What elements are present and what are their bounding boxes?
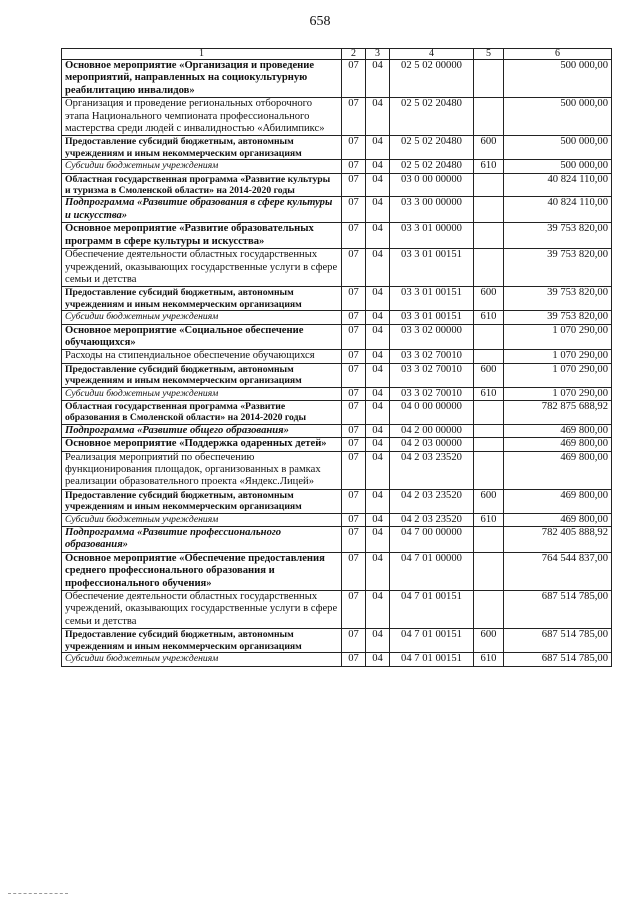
section-code: 07: [342, 173, 366, 197]
section-code: 07: [342, 424, 366, 437]
expense-type-code: 600: [474, 287, 504, 311]
subsection-code: 04: [366, 451, 390, 489]
row-name: Основное мероприятие «Обеспечение предоставления среднего профессионального образования и профессионального обучения»: [62, 552, 342, 590]
subsection-code: 04: [366, 527, 390, 553]
table-row: [62, 387, 612, 400]
subsection-code: 04: [366, 136, 390, 160]
target-article-code: 04 7 01 00000: [390, 552, 474, 590]
target-article-code: 04 2 03 23520: [390, 489, 474, 513]
amount: 1 070 290,00: [504, 350, 612, 363]
column-number-row: [62, 49, 612, 60]
row-name: Субсидии бюджетным учреждениям: [62, 160, 342, 173]
column-number: 6: [504, 49, 612, 60]
table-row: [62, 311, 612, 324]
subsection-code: 04: [366, 223, 390, 249]
table-row: [62, 136, 612, 160]
row-name: Предоставление субсидий бюджетным, автономным учреждениям и иным некоммерческим организациям: [62, 629, 342, 653]
expense-type-code: [474, 324, 504, 350]
amount: 500 000,00: [504, 136, 612, 160]
target-article-code: 02 5 02 00000: [390, 60, 474, 98]
target-article-code: 04 2 00 00000: [390, 424, 474, 437]
column-number: 4: [390, 49, 474, 60]
row-name: Субсидии бюджетным учреждениям: [62, 513, 342, 526]
row-name: Областная государственная программа «Развитие культуры и туризма в Смоленской области» на 2014-2020 годы: [62, 173, 342, 197]
amount: 40 824 110,00: [504, 173, 612, 197]
expense-type-code: [474, 197, 504, 223]
target-article-code: 04 7 01 00151: [390, 629, 474, 653]
subsection-code: 04: [366, 311, 390, 324]
amount: 782 405 888,92: [504, 527, 612, 553]
subsection-code: 04: [366, 400, 390, 424]
budget-table: [61, 48, 612, 667]
amount: 39 753 820,00: [504, 223, 612, 249]
section-code: 07: [342, 591, 366, 629]
column-number: 2: [342, 49, 366, 60]
subsection-code: 04: [366, 60, 390, 98]
row-name: Подпрограмма «Развитие профессионального образования»: [62, 527, 342, 553]
table-row: [62, 527, 612, 553]
expense-type-code: [474, 438, 504, 451]
section-code: 07: [342, 311, 366, 324]
row-name: Реализация мероприятий по обеспечению функционирования площадок, организованных в рамках реализации образовательного проекта «Яндекс.Лицей»: [62, 451, 342, 489]
expense-type-code: 610: [474, 160, 504, 173]
table-row: [62, 173, 612, 197]
row-name: Основное мероприятие «Развитие образовательных программ в сфере культуры и искусства»: [62, 223, 342, 249]
target-article-code: 04 7 01 00151: [390, 653, 474, 666]
row-name: Предоставление субсидий бюджетным, автономным учреждениям и иным некоммерческим организациям: [62, 136, 342, 160]
subsection-code: 04: [366, 363, 390, 387]
expense-type-code: 600: [474, 363, 504, 387]
expense-type-code: [474, 350, 504, 363]
table-row: [62, 160, 612, 173]
row-name: Расходы на стипендиальное обеспечение обучающихся: [62, 350, 342, 363]
target-article-code: 02 5 02 20480: [390, 136, 474, 160]
table-row: [62, 350, 612, 363]
table-row: [62, 223, 612, 249]
subsection-code: 04: [366, 629, 390, 653]
row-name: Субсидии бюджетным учреждениям: [62, 311, 342, 324]
target-article-code: 03 3 01 00151: [390, 249, 474, 287]
amount: 1 070 290,00: [504, 324, 612, 350]
amount: 469 800,00: [504, 424, 612, 437]
section-code: 07: [342, 363, 366, 387]
amount: 500 000,00: [504, 60, 612, 98]
expense-type-code: [474, 552, 504, 590]
section-code: 07: [342, 98, 366, 136]
target-article-code: 02 5 02 20480: [390, 98, 474, 136]
expense-type-code: 610: [474, 653, 504, 666]
table-row: [62, 629, 612, 653]
subsection-code: 04: [366, 98, 390, 136]
table-row: [62, 249, 612, 287]
row-name: Основное мероприятие «Социальное обеспечение обучающихся»: [62, 324, 342, 350]
table-row: [62, 489, 612, 513]
section-code: 07: [342, 489, 366, 513]
table-row: [62, 653, 612, 666]
amount: 469 800,00: [504, 438, 612, 451]
amount: 687 514 785,00: [504, 629, 612, 653]
section-code: 07: [342, 513, 366, 526]
subsection-code: 04: [366, 197, 390, 223]
subsection-code: 04: [366, 173, 390, 197]
table-row: [62, 591, 612, 629]
section-code: 07: [342, 653, 366, 666]
amount: 469 800,00: [504, 513, 612, 526]
target-article-code: 03 3 02 70010: [390, 350, 474, 363]
target-article-code: 04 7 01 00151: [390, 591, 474, 629]
table-row: [62, 513, 612, 526]
expense-type-code: [474, 424, 504, 437]
target-article-code: 03 3 00 00000: [390, 197, 474, 223]
section-code: 07: [342, 527, 366, 553]
target-article-code: 04 0 00 00000: [390, 400, 474, 424]
table-row: [62, 552, 612, 590]
table-row: [62, 197, 612, 223]
section-code: 07: [342, 249, 366, 287]
column-number: 3: [366, 49, 390, 60]
amount: 40 824 110,00: [504, 197, 612, 223]
table-row: [62, 451, 612, 489]
expense-type-code: [474, 400, 504, 424]
page-number: 658: [309, 14, 331, 29]
amount: 500 000,00: [504, 98, 612, 136]
expense-type-code: [474, 527, 504, 553]
amount: 782 875 688,92: [504, 400, 612, 424]
row-name: Субсидии бюджетным учреждениям: [62, 387, 342, 400]
amount: 500 000,00: [504, 160, 612, 173]
section-code: 07: [342, 160, 366, 173]
expense-type-code: [474, 451, 504, 489]
amount: 469 800,00: [504, 451, 612, 489]
row-name: Обеспечение деятельности областных государственных учреждений, оказывающих государственные услуги в сфере семьи и детства: [62, 249, 342, 287]
section-code: 07: [342, 629, 366, 653]
section-code: 07: [342, 287, 366, 311]
row-name: Обеспечение деятельности областных государственных учреждений, оказывающих государственные услуги в сфере семьи и детства: [62, 591, 342, 629]
subsection-code: 04: [366, 424, 390, 437]
target-article-code: 04 2 03 23520: [390, 451, 474, 489]
amount: 1 070 290,00: [504, 363, 612, 387]
expense-type-code: 600: [474, 629, 504, 653]
section-code: 07: [342, 60, 366, 98]
row-name: Областная государственная программа «Развитие образования в Смоленской области» на 2014-2020 годы: [62, 400, 342, 424]
target-article-code: 02 5 02 20480: [390, 160, 474, 173]
row-name: Основное мероприятие «Поддержка одаренных детей»: [62, 438, 342, 451]
amount: 469 800,00: [504, 489, 612, 513]
expense-type-code: 610: [474, 311, 504, 324]
amount: 687 514 785,00: [504, 653, 612, 666]
table-row: [62, 438, 612, 451]
section-code: 07: [342, 223, 366, 249]
table-row: [62, 324, 612, 350]
expense-type-code: [474, 591, 504, 629]
target-article-code: 03 3 02 70010: [390, 387, 474, 400]
table-row: [62, 400, 612, 424]
subsection-code: 04: [366, 513, 390, 526]
expense-type-code: 610: [474, 387, 504, 400]
amount: 764 544 837,00: [504, 552, 612, 590]
subsection-code: 04: [366, 591, 390, 629]
target-article-code: 03 3 01 00151: [390, 287, 474, 311]
section-code: 07: [342, 136, 366, 160]
target-article-code: 04 7 00 00000: [390, 527, 474, 553]
row-name: Предоставление субсидий бюджетным, автономным учреждениям и иным некоммерческим организациям: [62, 489, 342, 513]
expense-type-code: [474, 98, 504, 136]
page-edge-marks: [8, 893, 68, 896]
expense-type-code: 600: [474, 136, 504, 160]
row-name: Предоставление субсидий бюджетным, автономным учреждениям и иным некоммерческим организациям: [62, 287, 342, 311]
row-name: Организация и проведение региональных отборочного этапа Национального чемпионата профессионального мастерства среди людей с инвалидностью «Абилимпикс»: [62, 98, 342, 136]
target-article-code: 04 2 03 00000: [390, 438, 474, 451]
target-article-code: 03 3 01 00151: [390, 311, 474, 324]
amount: 39 753 820,00: [504, 311, 612, 324]
column-number: 1: [62, 49, 342, 60]
row-name: Подпрограмма «Развитие общего образования»: [62, 424, 342, 437]
expense-type-code: [474, 249, 504, 287]
section-code: 07: [342, 438, 366, 451]
target-article-code: 03 3 02 70010: [390, 363, 474, 387]
amount: 39 753 820,00: [504, 249, 612, 287]
subsection-code: 04: [366, 160, 390, 173]
section-code: 07: [342, 350, 366, 363]
row-name: Субсидии бюджетным учреждениям: [62, 653, 342, 666]
subsection-code: 04: [366, 324, 390, 350]
table-row: [62, 363, 612, 387]
subsection-code: 04: [366, 653, 390, 666]
amount: 1 070 290,00: [504, 387, 612, 400]
table-row: [62, 60, 612, 98]
amount: 687 514 785,00: [504, 591, 612, 629]
subsection-code: 04: [366, 249, 390, 287]
subsection-code: 04: [366, 552, 390, 590]
column-number: 5: [474, 49, 504, 60]
expense-type-code: 610: [474, 513, 504, 526]
section-code: 07: [342, 197, 366, 223]
subsection-code: 04: [366, 287, 390, 311]
target-article-code: 03 0 00 00000: [390, 173, 474, 197]
section-code: 07: [342, 387, 366, 400]
expense-type-code: 600: [474, 489, 504, 513]
section-code: 07: [342, 400, 366, 424]
target-article-code: 04 2 03 23520: [390, 513, 474, 526]
subsection-code: 04: [366, 387, 390, 400]
expense-type-code: [474, 60, 504, 98]
subsection-code: 04: [366, 350, 390, 363]
amount: 39 753 820,00: [504, 287, 612, 311]
subsection-code: 04: [366, 489, 390, 513]
target-article-code: 03 3 02 00000: [390, 324, 474, 350]
section-code: 07: [342, 552, 366, 590]
section-code: 07: [342, 324, 366, 350]
target-article-code: 03 3 01 00000: [390, 223, 474, 249]
subsection-code: 04: [366, 438, 390, 451]
row-name: Подпрограмма «Развитие образования в сфере культуры и искусства»: [62, 197, 342, 223]
table-row: [62, 287, 612, 311]
row-name: Основное мероприятие «Организация и проведение мероприятий, направленных на социокультурную реабилитацию инвалидов»: [62, 60, 342, 98]
section-code: 07: [342, 451, 366, 489]
expense-type-code: [474, 223, 504, 249]
expense-type-code: [474, 173, 504, 197]
table-row: [62, 98, 612, 136]
row-name: Предоставление субсидий бюджетным, автономным учреждениям и иным некоммерческим организациям: [62, 363, 342, 387]
table-row: [62, 424, 612, 437]
